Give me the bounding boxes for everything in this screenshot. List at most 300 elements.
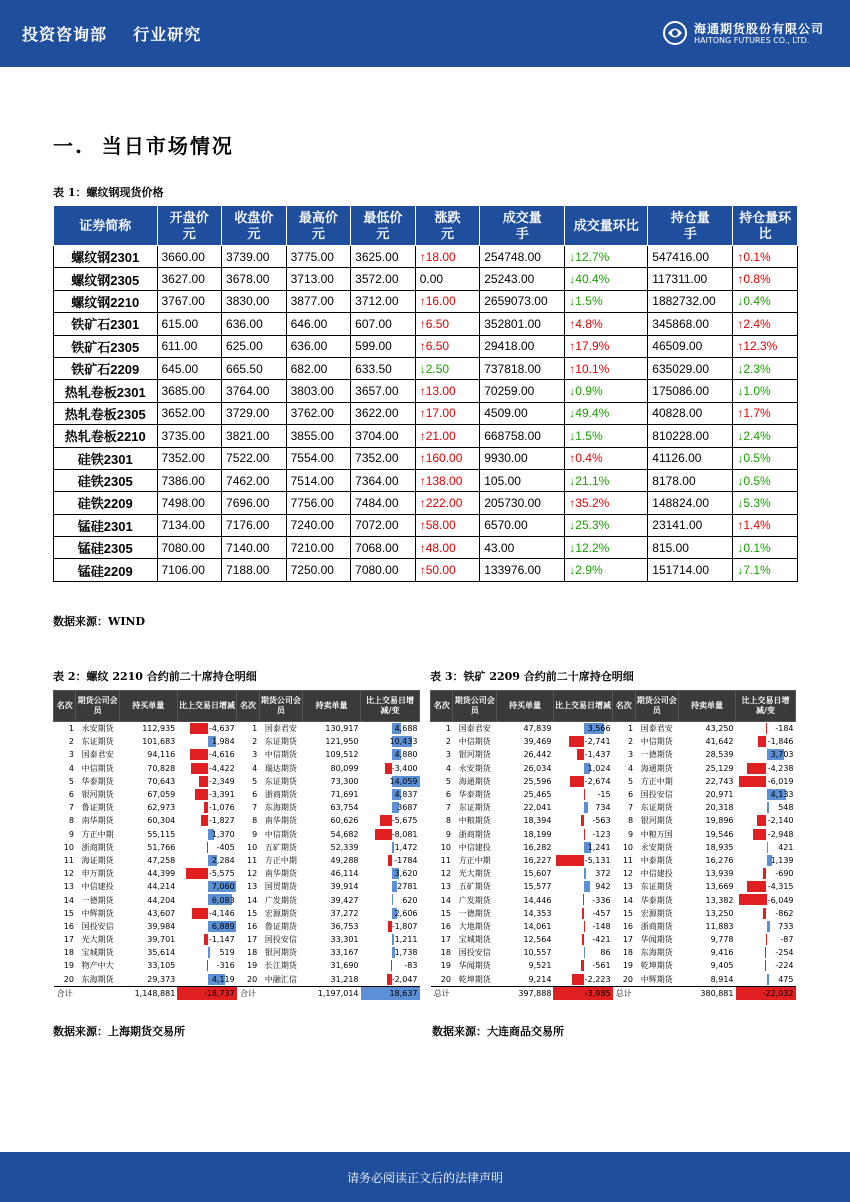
table-cell: 3678.00: [222, 268, 287, 290]
table-cell: 607.00: [351, 313, 416, 335]
table-cell: 19: [246, 961, 258, 971]
change-value: 86: [600, 948, 611, 958]
table-row: [54, 893, 420, 906]
table-cell: 646.00: [286, 313, 351, 335]
change-value: -5,131: [584, 855, 611, 865]
table-cell: [177, 920, 236, 933]
change-value: -4,422: [208, 763, 235, 773]
table-cell: ↓0.1%: [733, 537, 798, 559]
change-value: -563: [592, 816, 611, 826]
change-value: 4,837: [394, 790, 418, 800]
table-cell: 636.00: [222, 313, 287, 335]
table-cell: 14,353: [523, 908, 552, 918]
table-cell: 19,896: [705, 816, 734, 826]
table-cell: 海通期货: [458, 776, 491, 786]
header-cell: 期货公司会员: [259, 691, 302, 722]
header-cell: 持买单量: [119, 691, 177, 722]
table-cell: 8: [68, 816, 74, 826]
table-cell: [553, 933, 612, 946]
table-cell: 6: [68, 790, 74, 800]
change-value: -862: [775, 908, 794, 918]
table-cell: 硅铁2305: [54, 469, 158, 491]
table-cell: 锰硅2305: [54, 537, 158, 559]
change-value: -1,846: [767, 737, 794, 747]
table-cell: 东证期货: [264, 737, 297, 747]
table-cell: 62,973: [147, 803, 176, 813]
table-cell: 东海期货: [640, 948, 673, 958]
table-cell: 13,250: [705, 908, 734, 918]
change-value: -5,575: [208, 869, 235, 879]
table-cell: 101,683: [142, 737, 176, 747]
table-cell: 31,218: [330, 974, 359, 984]
table-cell: 810228.00: [648, 425, 733, 447]
table-cell: [553, 814, 612, 827]
table-cell: 11: [440, 855, 451, 865]
table-cell: 5: [627, 776, 634, 786]
table-cell: [553, 880, 612, 893]
table-cell: 35,614: [147, 948, 176, 958]
table-cell: 17: [63, 935, 74, 945]
department-label: 投资咨询部 行业研究: [22, 25, 202, 44]
table-cell: 东证期货: [81, 737, 114, 747]
table-cell: 18,394: [523, 816, 552, 826]
table-cell: 665.50: [222, 357, 287, 379]
table-cell: 547416.00: [648, 246, 733, 268]
table-cell: 10: [246, 842, 258, 852]
table-cell: ↑17.00: [415, 402, 480, 424]
table-cell: 39,701: [147, 935, 176, 945]
table-row: [54, 762, 420, 775]
table-row: [431, 735, 796, 748]
table-cell: 15,577: [523, 882, 552, 892]
table-cell: [177, 880, 236, 893]
table-cell: 1: [252, 724, 258, 734]
table-cell: 43,607: [147, 908, 176, 918]
change-value: 2,606: [394, 908, 418, 918]
table-row: [54, 514, 798, 536]
table-cell: 17: [440, 935, 451, 945]
table-cell: 28,539: [705, 750, 734, 760]
change-value: 1,738: [394, 948, 418, 958]
table-row: [54, 335, 798, 357]
table-cell: 3660.00: [157, 246, 222, 268]
table-cell: 52,339: [330, 842, 359, 852]
table-row: [431, 880, 796, 893]
table-cell: 3: [68, 750, 74, 760]
table-row: [54, 880, 420, 893]
table-cell: ↓25.3%: [565, 514, 648, 536]
table-cell: [177, 814, 236, 827]
table-cell: 7514.00: [286, 469, 351, 491]
table-cell: 112,935: [142, 724, 176, 734]
table-cell: [736, 775, 796, 788]
change-value: 620: [402, 895, 418, 905]
table-cell: ↓1.5%: [565, 425, 648, 447]
table-cell: 7134.00: [157, 514, 222, 536]
table-cell: [177, 867, 236, 880]
table1-header-cell: 涨跌 元: [415, 206, 480, 246]
table-cell: 39,469: [523, 737, 552, 747]
table-cell: ↑58.00: [415, 514, 480, 536]
table-cell: 9,521: [528, 961, 552, 971]
table-cell: [736, 959, 796, 972]
table-cell: 国泰君安: [81, 750, 114, 760]
table-cell: 国泰君安: [640, 724, 673, 734]
header-cell: 比上交易日增减: [553, 691, 612, 722]
table-cell: [361, 893, 420, 906]
table-cell: 17: [246, 935, 258, 945]
table-cell: 3830.00: [222, 290, 287, 312]
table-cell: 4509.00: [480, 402, 565, 424]
change-value: -690: [775, 869, 794, 879]
table-row: [54, 946, 420, 959]
table-cell: 中信建投: [640, 869, 673, 879]
table-cell: [361, 946, 420, 959]
table-cell: 0.00: [415, 268, 480, 290]
table-cell: ↓2.4%: [733, 425, 798, 447]
table-cell: 宏源期货: [640, 908, 673, 918]
change-value: -2,741: [584, 737, 611, 747]
table-cell: 94,116: [147, 750, 176, 760]
table-cell: 55,115: [147, 829, 176, 839]
table-row: [431, 828, 796, 841]
table-cell: 3: [445, 750, 451, 760]
table-cell: [177, 973, 236, 987]
table-cell: [361, 841, 420, 854]
total-cell: 397,888: [496, 986, 553, 1000]
table-cell: 2: [627, 737, 634, 747]
table-cell: [177, 722, 236, 736]
table-cell: 华闻期货: [640, 935, 673, 945]
table-cell: 6: [445, 790, 451, 800]
table-row: [431, 920, 796, 933]
table-cell: 华泰期货: [81, 776, 114, 786]
table-cell: [361, 959, 420, 972]
table-cell: 15: [246, 908, 258, 918]
table-cell: 3855.00: [286, 425, 351, 447]
change-value: -2,223: [584, 974, 611, 984]
table-cell: 中粮万国: [640, 829, 673, 839]
table-cell: 109,512: [325, 750, 359, 760]
table-cell: 20,971: [705, 790, 734, 800]
table-cell: 148824.00: [648, 492, 733, 514]
table-cell: 国投安信: [264, 935, 297, 945]
table-cell: 3821.00: [222, 425, 287, 447]
table-cell: 南华期货: [264, 816, 297, 826]
table-cell: 中信期货: [640, 737, 673, 747]
total-cell: 1,148,881: [119, 986, 177, 1000]
table-cell: 7756.00: [286, 492, 351, 514]
table-cell: [736, 933, 796, 946]
table-cell: [736, 788, 796, 801]
table-cell: [736, 722, 796, 736]
table-row: [431, 788, 796, 801]
table-cell: 33,167: [330, 948, 359, 958]
table-cell: ↑48.00: [415, 537, 480, 559]
table-cell: ↑13.00: [415, 380, 480, 402]
table-cell: 13: [622, 882, 634, 892]
section-title: 一. 当日市场情况: [53, 134, 234, 158]
table-row: [431, 801, 796, 814]
table-cell: 20: [440, 974, 451, 984]
total-cell: 1,197,014: [303, 986, 361, 1000]
table-row: [54, 722, 420, 736]
company-logo: [662, 18, 832, 50]
change-value: -4,616: [208, 750, 235, 760]
table-cell: [177, 893, 236, 906]
table-cell: 16: [622, 921, 634, 931]
table-cell: ↑12.3%: [733, 335, 798, 357]
table-cell: 39,427: [330, 895, 359, 905]
header-cell: 比上交易日增减: [177, 691, 236, 722]
change-value: 3,566: [587, 724, 611, 734]
table-cell: ↓5.3%: [733, 492, 798, 514]
table-cell: 大地期货: [458, 921, 491, 931]
table-cell: 9,214: [528, 974, 552, 984]
total-cell: -18,737: [177, 986, 236, 1000]
table-cell: 6: [627, 790, 634, 800]
table-cell: ↓12.7%: [565, 246, 648, 268]
table-cell: 物产中大: [81, 961, 114, 971]
table-cell: 133976.00: [480, 559, 565, 581]
table-row: [431, 762, 796, 775]
table-row: [54, 828, 420, 841]
table-cell: ↑1.4%: [733, 514, 798, 536]
table-row: [54, 735, 420, 748]
table-row: [54, 854, 420, 867]
table-cell: 14,446: [523, 895, 552, 905]
table-cell: 13: [246, 882, 258, 892]
table-cell: 43.00: [480, 537, 565, 559]
table-cell: ↓2.9%: [565, 559, 648, 581]
table-cell: 东证期货: [264, 776, 297, 786]
change-value: -2,140: [767, 816, 794, 826]
table-cell: 36,753: [330, 921, 359, 931]
table-cell: [736, 814, 796, 827]
table-cell: 18,935: [705, 842, 734, 852]
table-cell: 3657.00: [351, 380, 416, 402]
table-cell: 8: [252, 816, 258, 826]
table-cell: 7240.00: [286, 514, 351, 536]
table-cell: 151714.00: [648, 559, 733, 581]
table-cell: 广发期货: [458, 895, 491, 905]
table-cell: ↑16.00: [415, 290, 480, 312]
change-value: -8,081: [391, 829, 418, 839]
table-cell: 12: [440, 869, 451, 879]
table-cell: 中信期货: [264, 750, 297, 760]
table-cell: 4: [252, 763, 258, 773]
table-row: [54, 447, 798, 469]
table1-header-cell: 开盘价 元: [157, 206, 222, 246]
table-cell: 39,984: [147, 921, 176, 931]
total-cell: [259, 986, 302, 1000]
total-row: [431, 986, 796, 1000]
table-cell: 47,839: [523, 724, 552, 734]
table-cell: [736, 867, 796, 880]
table-row: [54, 425, 798, 447]
table-cell: 7498.00: [157, 492, 222, 514]
table-cell: 申万期货: [81, 869, 114, 879]
table-cell: 67,059: [147, 790, 176, 800]
table-cell: [361, 854, 420, 867]
total-cell: [635, 986, 678, 1000]
table-cell: 25243.00: [480, 268, 565, 290]
table-cell: [736, 762, 796, 775]
table-cell: 611.00: [157, 335, 222, 357]
header-cell: 期货公司会员: [453, 691, 496, 722]
table-cell: 13: [63, 882, 74, 892]
header-cell: 期货公司会员: [635, 691, 678, 722]
table-cell: 20: [63, 974, 74, 984]
table-row: [54, 268, 798, 290]
table-cell: ↑6.50: [415, 335, 480, 357]
table-cell: 1: [68, 724, 74, 734]
table-cell: 浙商期货: [81, 842, 114, 852]
change-value: 4,133: [770, 790, 794, 800]
table-cell: [553, 762, 612, 775]
table-cell: [177, 801, 236, 814]
table-cell: 14: [622, 895, 634, 905]
change-value: 14,059: [389, 776, 418, 786]
table-cell: 47,258: [147, 855, 176, 865]
change-value: -405: [216, 842, 235, 852]
table-cell: 永安期货: [81, 724, 114, 734]
table-cell: 51,766: [147, 842, 176, 852]
table-cell: [736, 828, 796, 841]
table-cell: 1: [627, 724, 634, 734]
table-cell: 6570.00: [480, 514, 565, 536]
table-cell: 4: [68, 763, 74, 773]
table-row: [431, 854, 796, 867]
table-cell: [736, 801, 796, 814]
table-cell: 130,917: [325, 724, 359, 734]
table-cell: 44,204: [147, 895, 176, 905]
header-cell: 持卖单量: [303, 691, 361, 722]
table-row: [431, 946, 796, 959]
table-cell: ↑0.8%: [733, 268, 798, 290]
table-cell: 7554.00: [286, 447, 351, 469]
table-cell: [361, 828, 420, 841]
change-value: -87: [780, 935, 794, 945]
table-cell: [553, 867, 612, 880]
table-cell: 18: [440, 948, 451, 958]
table-cell: 中粮期货: [458, 816, 491, 826]
change-value: -15: [597, 790, 611, 800]
table-cell: [361, 933, 420, 946]
table-cell: [553, 841, 612, 854]
table-cell: 11,883: [705, 921, 734, 931]
table-cell: [177, 762, 236, 775]
iron-ore-top20-table: [430, 690, 796, 1000]
table-cell: 254748.00: [480, 246, 565, 268]
table-cell: 五矿期货: [264, 842, 297, 852]
table-cell: [177, 959, 236, 972]
table-row: [54, 788, 420, 801]
table-cell: ↑1.7%: [733, 402, 798, 424]
table2-caption: 表 2：螺纹 2210 合约前二十席持仓明细: [53, 670, 257, 683]
table-cell: 硅铁2209: [54, 492, 158, 514]
table-cell: [553, 920, 612, 933]
table-row: [54, 246, 798, 268]
table-cell: ↓2.50: [415, 357, 480, 379]
table-cell: 29,373: [147, 974, 176, 984]
table-cell: 9,405: [710, 961, 734, 971]
table-cell: 7250.00: [286, 559, 351, 581]
table-cell: 352801.00: [480, 313, 565, 335]
table-cell: [361, 801, 420, 814]
change-value: 475: [778, 974, 794, 984]
table-cell: 16: [246, 921, 258, 931]
table-cell: 3572.00: [351, 268, 416, 290]
header-cell: 持买单量: [496, 691, 553, 722]
change-value: 3687: [397, 803, 418, 813]
table-cell: 五矿期货: [458, 882, 491, 892]
change-value: 1,984: [211, 737, 235, 747]
change-value: 1,472: [394, 842, 418, 852]
table-cell: 永安期货: [640, 842, 673, 852]
table-cell: 625.00: [222, 335, 287, 357]
table-cell: 10: [63, 842, 74, 852]
change-value: 4,880: [394, 750, 418, 760]
table-cell: [361, 762, 420, 775]
total-cell: 合计: [54, 986, 76, 1000]
table-cell: ↑2.4%: [733, 313, 798, 335]
table-cell: [361, 814, 420, 827]
table-cell: 54,682: [330, 829, 359, 839]
table-cell: 668758.00: [480, 425, 565, 447]
table-cell: 热轧卷板2305: [54, 402, 158, 424]
change-value: 1,211: [394, 935, 418, 945]
table2-source: 数据来源：上海期货交易所: [53, 1025, 185, 1038]
change-value: 734: [595, 803, 611, 813]
table-row: [54, 559, 798, 581]
table-cell: 中信期货: [81, 763, 114, 773]
table-cell: [736, 907, 796, 920]
table-cell: 18,199: [523, 829, 552, 839]
table-cell: 7352.00: [351, 447, 416, 469]
table-cell: 广发期货: [264, 895, 297, 905]
table-cell: [361, 775, 420, 788]
table-cell: [361, 907, 420, 920]
change-value: -3,391: [208, 790, 235, 800]
table-cell: 铁矿石2301: [54, 313, 158, 335]
table-row: [431, 973, 796, 987]
table-cell: 22,743: [705, 776, 734, 786]
change-value: -561: [592, 961, 611, 971]
change-value: 1,139: [770, 855, 794, 865]
change-value: 10,433: [389, 737, 418, 747]
table-cell: 3: [627, 750, 634, 760]
table-cell: 银河期货: [264, 948, 297, 958]
table-cell: 3729.00: [222, 402, 287, 424]
table-cell: 南华期货: [81, 816, 114, 826]
header-cell: 比上交易日增减/变: [361, 691, 420, 722]
table1-header-cell: 持仓量 手: [648, 206, 733, 246]
table-cell: [553, 735, 612, 748]
table-cell: ↓40.4%: [565, 268, 648, 290]
table-cell: 5: [445, 776, 451, 786]
change-value: -1,827: [208, 816, 235, 826]
table-cell: 3767.00: [157, 290, 222, 312]
table-cell: 光大期货: [81, 935, 114, 945]
table-row: [54, 290, 798, 312]
table-cell: 光大期货: [458, 869, 491, 879]
table-row: [54, 357, 798, 379]
table-cell: 3803.00: [286, 380, 351, 402]
table-cell: 23141.00: [648, 514, 733, 536]
table-cell: 44,214: [147, 882, 176, 892]
table-cell: 16,276: [705, 855, 734, 865]
